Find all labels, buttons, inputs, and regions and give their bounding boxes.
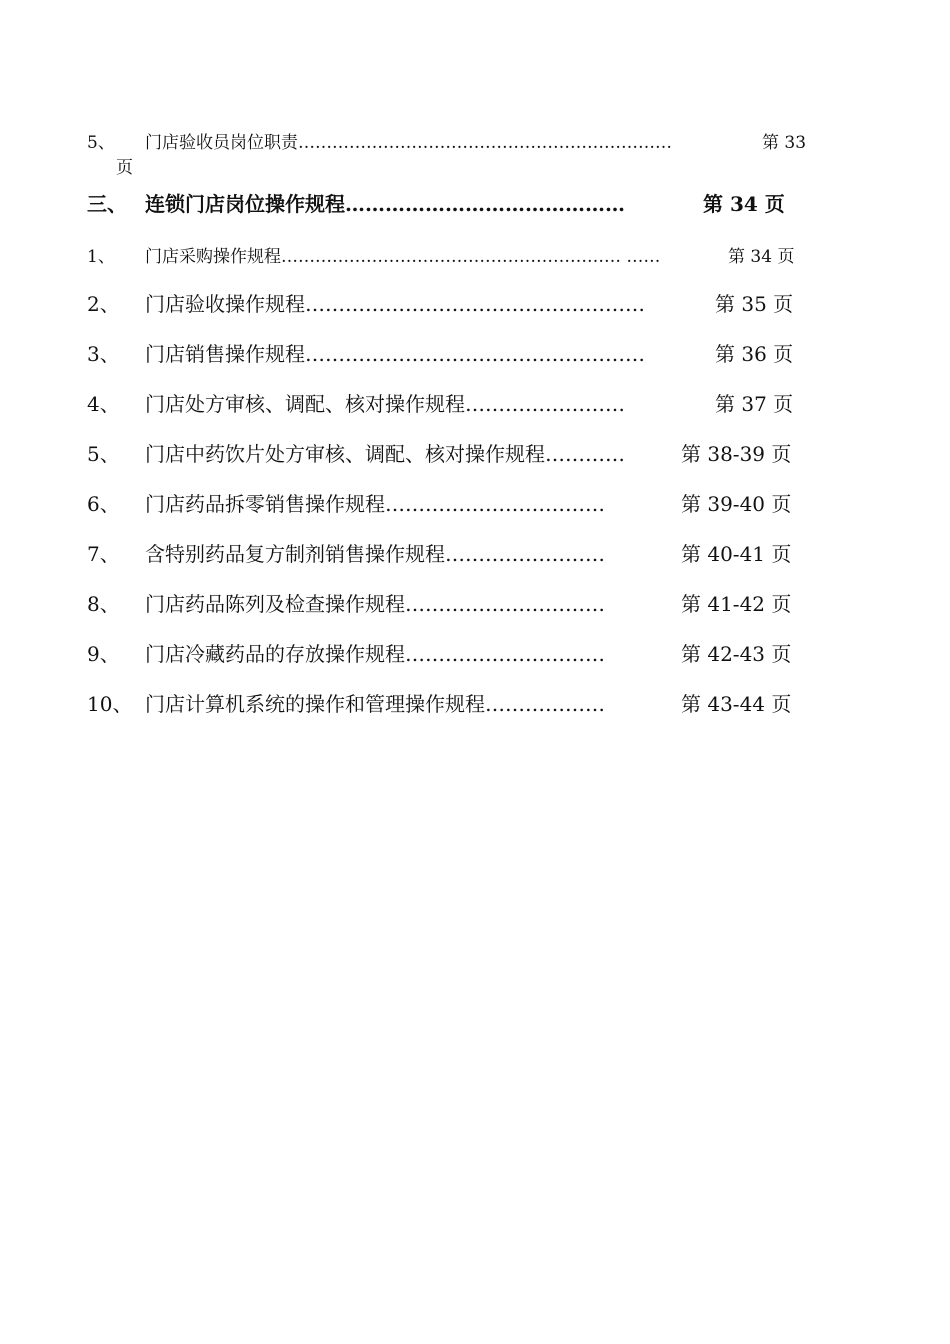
toc-item-number: 10、 [87, 692, 133, 716]
toc-item-number: 8、 [87, 592, 120, 616]
toc-item-number: 4、 [87, 392, 120, 416]
toc-item-number: 2、 [87, 292, 120, 316]
toc-entry-number: 5、 [87, 133, 115, 153]
toc-item-title: 门店处方审核、调配、核对操作规程…………………… [145, 392, 625, 416]
toc-item-number: 1、 [87, 247, 115, 267]
toc-section-title: 连锁门店岗位操作规程…………………………………… [145, 192, 625, 216]
toc-item-page: 第 39-40 页 [681, 492, 792, 516]
toc-item[interactable] [0, 338, 950, 364]
toc-item-title: 门店销售操作规程…………………………………………… [145, 342, 645, 366]
toc-item-page: 第 43-44 页 [681, 692, 792, 716]
toc-item-title: 门店药品陈列及检查操作规程………………………… [145, 592, 605, 616]
toc-item-page: 第 42-43 页 [681, 642, 792, 666]
toc-item-title: 门店中药饮片处方审核、调配、核对操作规程………… [145, 442, 625, 466]
toc-item[interactable] [0, 288, 950, 314]
toc-item-page: 第 40-41 页 [681, 542, 792, 566]
toc-entry-prev-5[interactable] [0, 128, 950, 153]
toc-item[interactable] [0, 638, 950, 664]
toc-item-page: 第 34 页 [728, 247, 795, 267]
toc-item[interactable] [0, 438, 950, 464]
toc-item-number: 7、 [87, 542, 120, 566]
toc-section-number: 三、 [87, 192, 127, 216]
toc-entry-title: 门店验收员岗位职责………………………………………………………… [145, 133, 672, 153]
toc-item[interactable] [0, 688, 950, 714]
toc-item[interactable] [0, 538, 950, 564]
toc-section-3[interactable] [0, 188, 950, 214]
toc-item-page: 第 37 页 [715, 392, 794, 416]
toc-item-title: 门店采购操作规程…………………………………………………… …… [145, 247, 661, 267]
toc-item[interactable] [0, 242, 950, 267]
toc-item-title: 门店冷藏药品的存放操作规程………………………… [145, 642, 605, 666]
toc-item-title: 门店验收操作规程…………………………………………… [145, 292, 645, 316]
toc-item-number: 9、 [87, 642, 120, 666]
toc-item-number: 6、 [87, 492, 120, 516]
toc-entry-page: 第 33 [762, 133, 807, 153]
toc-item[interactable] [0, 588, 950, 614]
toc-item-title: 含特别药品复方制剂销售操作规程…………………… [145, 542, 605, 566]
toc-item[interactable] [0, 388, 950, 414]
toc-item-page: 第 35 页 [715, 292, 794, 316]
toc-item-page: 第 36 页 [715, 342, 794, 366]
toc-item-number: 3、 [87, 342, 120, 366]
toc-item-title: 门店药品拆零销售操作规程…………………………… [145, 492, 605, 516]
toc-item-number: 5、 [87, 442, 120, 466]
toc-item-title: 门店计算机系统的操作和管理操作规程……………… [145, 692, 605, 716]
toc-section-page: 第 34 页 [703, 192, 785, 216]
toc-entry-page-wrap: 页 [116, 158, 133, 178]
toc-item[interactable] [0, 488, 950, 514]
toc-item-page: 第 41-42 页 [681, 592, 792, 616]
toc-item-page: 第 38-39 页 [681, 442, 792, 466]
